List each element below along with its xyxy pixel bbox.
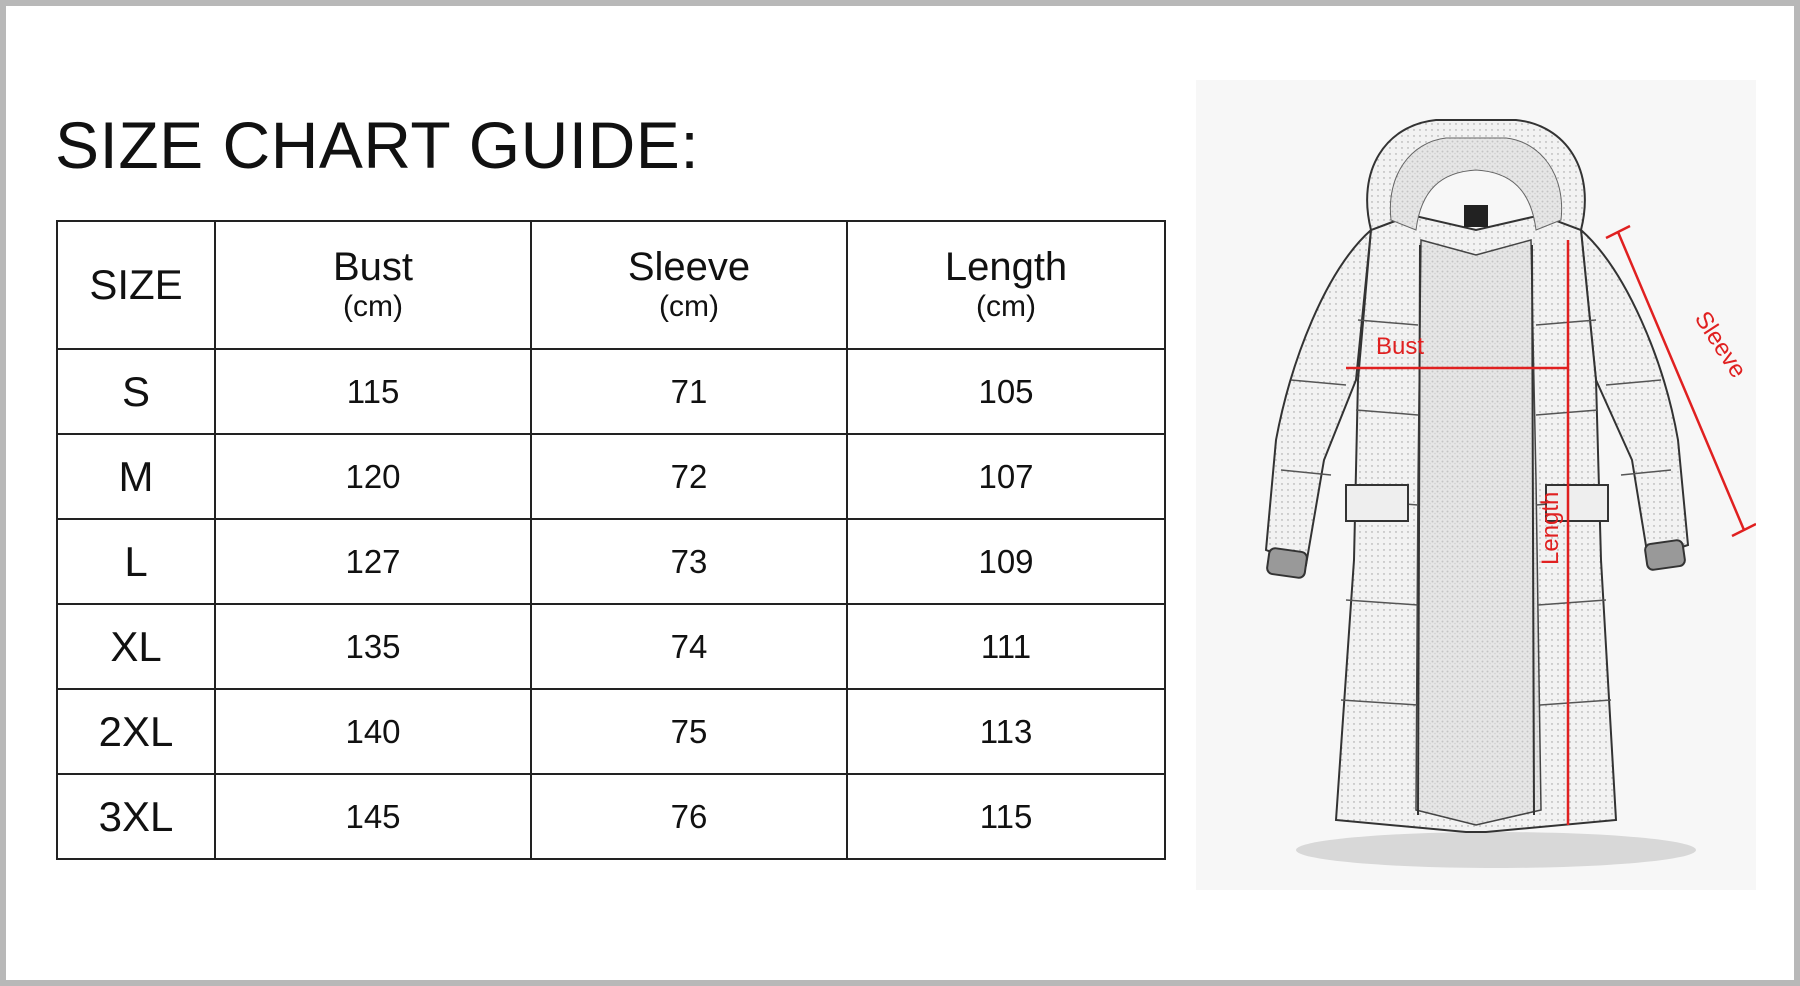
- sleeve-cell: 72: [531, 434, 847, 519]
- left-pocket-flap: [1346, 485, 1408, 521]
- table-row: [57, 349, 1165, 434]
- bust-cell: 145: [215, 774, 531, 859]
- bust-cell: 115: [215, 349, 531, 434]
- size-cell: M: [57, 434, 215, 519]
- header-size: [57, 221, 215, 349]
- table-row: [57, 689, 1165, 774]
- header-size-label: SIZE: [89, 261, 183, 308]
- header-length: [847, 221, 1165, 349]
- size-cell: 3XL: [57, 774, 215, 859]
- sleeve-cell: 75: [531, 689, 847, 774]
- length-cell: 105: [847, 349, 1165, 434]
- size-chart-table: [56, 220, 1166, 860]
- sleeve-cell: 76: [531, 774, 847, 859]
- table-row: [57, 434, 1165, 519]
- header-sleeve-label: Sleeve: [627, 245, 751, 289]
- right-cuff: [1644, 539, 1685, 570]
- size-cell: L: [57, 519, 215, 604]
- sleeve-cell: 73: [531, 519, 847, 604]
- header-sleeve: [531, 221, 847, 349]
- sleeve-tick-bottom: [1732, 524, 1756, 536]
- sleeve-cell: 71: [531, 349, 847, 434]
- header-bust-unit: (cm): [343, 290, 403, 323]
- bust-cell: 140: [215, 689, 531, 774]
- left-cuff: [1266, 547, 1307, 578]
- bust-label: Bust: [1376, 333, 1425, 360]
- table-header-row: [57, 221, 1165, 349]
- table-row: [57, 519, 1165, 604]
- size-cell: 2XL: [57, 689, 215, 774]
- header-length-label: Length: [944, 245, 1068, 289]
- size-cell: S: [57, 349, 215, 434]
- sleeve-tick-top: [1606, 226, 1630, 238]
- coat-drawing: [1196, 80, 1756, 890]
- sleeve-cell: 74: [531, 604, 847, 689]
- fleece-lining: [1416, 240, 1541, 825]
- sleeve-label: Sleeve: [1688, 306, 1752, 383]
- length-cell: 113: [847, 689, 1165, 774]
- length-cell: 109: [847, 519, 1165, 604]
- length-cell: 115: [847, 774, 1165, 859]
- coat-shadow: [1296, 832, 1696, 868]
- table-row: [57, 604, 1165, 689]
- page-title: SIZE CHART GUIDE:: [55, 108, 700, 182]
- header-bust-label: Bust: [332, 245, 414, 289]
- header-bust: [215, 221, 531, 349]
- bust-cell: 120: [215, 434, 531, 519]
- size-cell: XL: [57, 604, 215, 689]
- coat-illustration: [1196, 80, 1756, 890]
- header-length-unit: (cm): [976, 290, 1036, 323]
- length-cell: 107: [847, 434, 1165, 519]
- table-row: [57, 774, 1165, 859]
- length-label: Length: [1537, 491, 1564, 565]
- bust-cell: 135: [215, 604, 531, 689]
- bust-cell: 127: [215, 519, 531, 604]
- header-sleeve-unit: (cm): [659, 290, 719, 323]
- length-cell: 111: [847, 604, 1165, 689]
- brand-label: [1464, 205, 1488, 227]
